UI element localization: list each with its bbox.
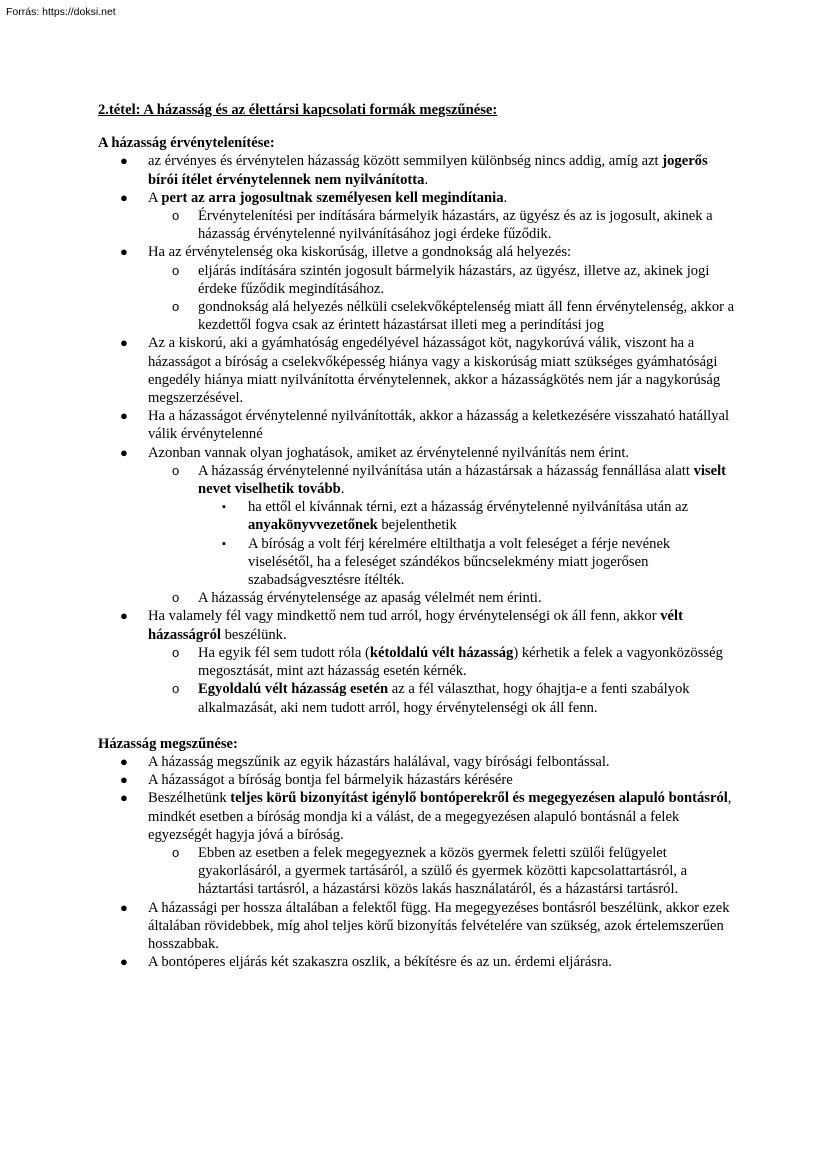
list-item-text — [198, 590, 542, 606]
list-item — [98, 771, 738, 789]
text-run: ) kérhetik a felek a vagyonközösség megosztását, mint azt házasság esetén kérnék. — [198, 644, 723, 680]
list-item-text — [248, 536, 670, 588]
text-run: ha ettől el kívánnak térni, ezt a házasság érvénytelenné nyilvánítása után az — [248, 499, 689, 516]
list-item-text — [148, 772, 513, 788]
circle-bullet-icon: o — [172, 262, 180, 278]
disc-bullet-icon: ● — [120, 790, 128, 806]
list-item-text — [148, 153, 708, 187]
square-bullet-icon: ▪ — [222, 537, 226, 550]
list-item — [98, 298, 738, 334]
list-item-text — [148, 244, 571, 260]
bold-text: teljes körű bizonyítást igénylő bontóperekről és megegyezésen alapuló bontásról — [230, 790, 728, 807]
text-run: Érvénytelenítési per indítására bármelyik házastárs, az ügyész és az is jogosult, akinek a házasság érvénytelenné nyilvánításához jogi érdeke fűződik. — [198, 208, 713, 243]
list-item-text — [198, 299, 734, 333]
disc-bullet-icon: ● — [120, 153, 128, 169]
circle-bullet-icon: o — [172, 299, 180, 315]
text-run: eljárás indítására szintén jogosult bármelyik házastárs, az ügyész, illetve az, akinek jogi érdeke fűződik megindításához. — [198, 262, 710, 297]
list-item — [98, 535, 738, 590]
disc-bullet-icon: ● — [120, 954, 128, 970]
list-item — [98, 680, 738, 716]
list-item — [98, 262, 738, 298]
list-item — [98, 899, 738, 954]
list-item-text — [198, 208, 713, 242]
text-run: Ha az érvénytelenség oka kiskorúság, illetve a gondnokság alá helyezés: — [148, 244, 572, 261]
disc-bullet-icon: ● — [120, 753, 128, 769]
disc-bullet-icon: ● — [120, 189, 128, 205]
list-item — [98, 844, 738, 899]
text-run: Ha valamely fél vagy mindkettő nem tud arról, hogy érvénytelenségi ok áll fenn, akkor — [148, 608, 661, 625]
bold-text: anyakönyvvezetőnek — [248, 517, 378, 534]
bold-text: Egyoldalú vélt házasság esetén — [198, 681, 389, 698]
list-item — [98, 444, 738, 462]
disc-bullet-icon: ● — [120, 608, 128, 624]
text-run: A házasság megszűnik az egyik házastárs halálával, vagy bírósági felbontással. — [148, 753, 610, 770]
text-run: az érvényes és érvénytelen házasság között semmilyen különbség nincs addig, amíg azt — [148, 153, 663, 170]
text-run: A házasságot a bíróság bontja fel bármelyik házastárs kérésére — [148, 772, 513, 789]
source-label: Forrás: https://doksi.net — [6, 6, 116, 18]
list-item — [98, 243, 738, 261]
text-run: . — [340, 481, 345, 498]
list-item — [98, 589, 738, 607]
list-item — [98, 789, 738, 844]
circle-bullet-icon: o — [172, 844, 180, 860]
list-item-text — [148, 335, 720, 406]
text-run: A bontóperes eljárás két szakaszra oszlik, a békítésre és az un. érdemi eljárásra. — [148, 954, 612, 971]
section-heading: Házasság megszűnése: — [98, 735, 238, 752]
list-item-text — [248, 499, 688, 533]
circle-bullet-icon: o — [172, 681, 180, 697]
list-item — [98, 152, 738, 188]
disc-bullet-icon: ● — [120, 899, 128, 915]
text-run: Azonban vannak olyan joghatások, amiket az érvénytelenné nyilvánítás nem érint. — [148, 444, 630, 461]
page-title: 2.tétel: A házasság és az élettársi kapcsolati formák megszűnése: — [98, 102, 498, 118]
disc-bullet-icon: ● — [120, 335, 128, 351]
circle-bullet-icon: o — [172, 590, 180, 606]
section-heading: A házasság érvénytelenítése: — [98, 135, 275, 152]
circle-bullet-icon: o — [172, 208, 180, 224]
list-item-text — [148, 190, 507, 206]
list-item-text — [148, 954, 612, 970]
list-item — [98, 462, 738, 498]
list-item — [98, 753, 738, 771]
disc-bullet-icon: ● — [120, 408, 128, 424]
list-item-text — [198, 645, 723, 679]
bold-text: kétoldalú vélt házasság — [369, 644, 514, 661]
bold-text: pert az arra jogosultnak személyesen kell megindítania — [161, 189, 504, 206]
text-run: . — [503, 189, 508, 206]
section-spacer — [98, 717, 738, 735]
text-run: gondnokság alá helyezés nélküli cselekvőképtelenség miatt áll fenn érvénytelenség, akkor a kezdettől fogva csak az érintett házastársat illeti meg a perindítási jog — [198, 299, 735, 334]
list-item-text — [198, 463, 726, 497]
list-item-text — [148, 608, 683, 642]
list-item-text — [148, 445, 629, 461]
list-item-text — [148, 790, 731, 842]
document-page — [98, 101, 738, 971]
text-run: beszélünk. — [220, 626, 287, 643]
text-run: A bíróság a volt férj kérelmére eltilthatja a volt feleséget a férje nevének viselésétől, ha a feleséget szándékos bűncselekmény miatt jogerősen szabadságvesztésre ítélték. — [248, 535, 671, 589]
list-item-text — [148, 408, 729, 442]
text-run: A házasság érvénytelenné nyilvánítása után a házastársak a házasság fennállása alatt — [198, 462, 694, 479]
disc-bullet-icon: ● — [120, 444, 128, 460]
list-item — [98, 644, 738, 680]
text-run: Ha a házasságot érvénytelenné nyilvánították, akkor a házasság a keletkezésére visszaható hatállyal válik érvénytelenné — [148, 408, 730, 443]
list-item — [98, 207, 738, 243]
list-item — [98, 189, 738, 207]
list-item — [98, 407, 738, 443]
list-item-text — [148, 754, 610, 770]
bold-text: vélt házasságról — [148, 608, 683, 643]
square-bullet-icon: ▪ — [222, 501, 226, 514]
bold-text: jogerős bírói ítélet érvénytelennek nem nyilvánította — [148, 153, 708, 188]
disc-bullet-icon: ● — [120, 244, 128, 260]
list-item-text — [198, 681, 690, 715]
text-run: Ha egyik fél sem tudott róla ( — [198, 644, 370, 661]
list-item — [98, 498, 738, 534]
disc-bullet-icon: ● — [120, 772, 128, 788]
text-run: , mindkét esetben a bíróság mondja ki a válást, de a megegyezésen alapuló bontásnál a felek egyezségét hagyja jóvá a bíróság. — [148, 790, 732, 843]
text-run: Ebben az esetben a felek megegyeznek a közös gyermek feletti szülői felügyelet gyakorlásáról, a gyermek tartásáról, a szülő és gyermek közötti kapcsolattartásról, a háztartási tartásról, a házastársi közös lakás használatáról, és a házastársi tartásról. — [198, 844, 688, 898]
bold-text: viselt nevet viselhetik tovább — [198, 462, 726, 498]
document-body — [98, 134, 738, 971]
text-run: Beszélhetünk — [148, 790, 231, 807]
list-item-text — [198, 845, 687, 897]
list-item — [98, 334, 738, 407]
text-run: A házassági per hossza általában a felektől függ. Ha megegyezéses bontásról beszélünk, akkor ezek általában rövidebbek, míg ahol teljes körű bizonyítás felvételére van szükség, azok értelemszerűen hosszabbak. — [148, 899, 730, 952]
text-run: bejelenthetik — [377, 517, 457, 534]
text-run: A — [148, 189, 162, 206]
text-run: A házasság érvénytelensége az apaság vélelmét nem érinti. — [198, 590, 542, 607]
list-item — [98, 953, 738, 971]
text-run: az a fél választhat, hogy óhajtja-e a fenti szabályok alkalmazását, aki nem tudott arról, hogy érvénytelenségi ok áll fenn. — [198, 681, 690, 716]
list-item-text — [148, 900, 730, 952]
text-run: . — [424, 171, 429, 188]
list-item — [98, 607, 738, 643]
circle-bullet-icon: o — [172, 462, 180, 478]
circle-bullet-icon: o — [172, 644, 180, 660]
list-item-text — [198, 263, 709, 297]
text-run: Az a kiskorú, aki a gyámhatóság engedélyével házasságot köt, nagykorúvá válik, viszont ha a házasságot a bíróság a cselekvőképesség hiánya vagy a kiskorúság miatt szükséges gyámhatósági engedély hiánya miatt nyilvánította érvénytelennek, akkor a házasságkötés nem jár a nagykorúság megszerzésével. — [148, 335, 721, 407]
